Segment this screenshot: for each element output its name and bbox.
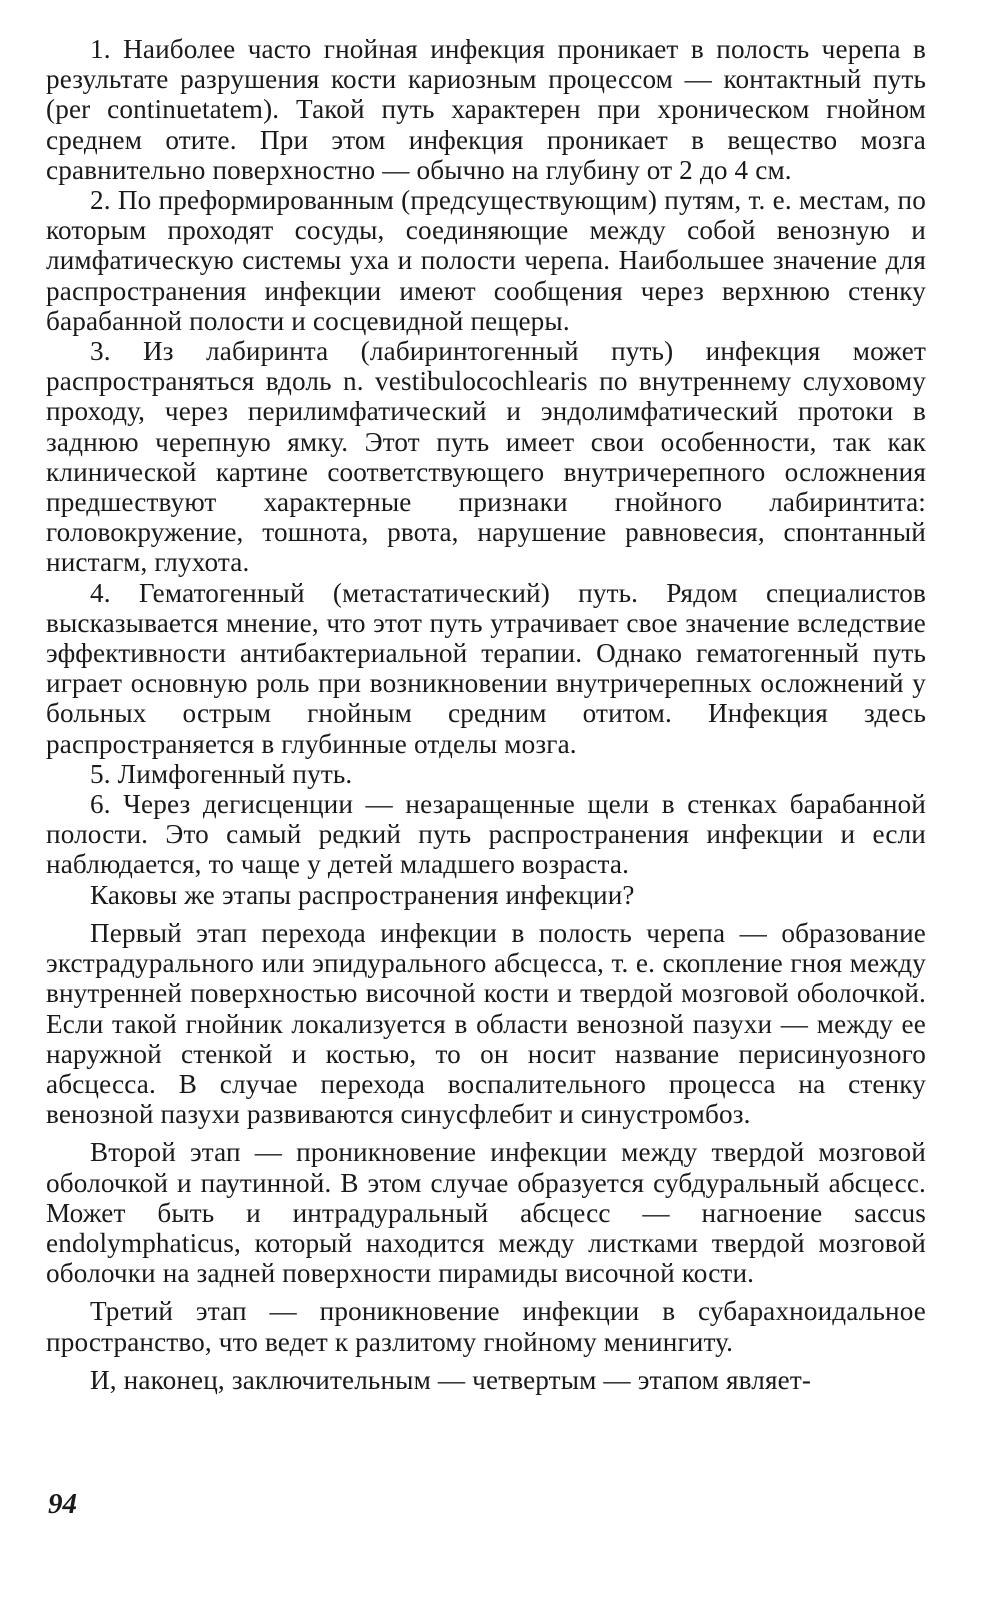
- paragraph-route-labyrinth: 3. Из лабиринта (лабиринтогенный путь) инфекция может распространяться вдоль n. vestibulocochlearis по внутреннему слуховому проходу, через перилимфатический и эндолимфатический протоки в заднюю черепную ямку. Этот путь имеет свои особенности, так как клинической картине соответствующего внутричерепного осложнения предшествуют характерные признаки гнойного лабиринтита: головокружение, тошнота, рвота, нарушение равновесия, спонтанный нистагм, глухота.: [46, 336, 926, 578]
- page-body: [46, 34, 926, 1395]
- paragraph-route-hematogenous: 4. Гематогенный (метастатический) путь. Рядом специалистов высказывается мнение, что этот путь утрачивает свое значение вследствие эффективности антибактериальной терапии. Однако гематогенный путь играет основную роль при возникновении внутричерепных осложнений у больных острым гнойным средним отитом. Инфекция здесь распространяется в глубинные отделы мозга.: [46, 577, 926, 759]
- paragraph-route-lymphogenous: 5. Лимфогенный путь.: [90, 758, 353, 789]
- paragraph-stages-question: Каковы же этапы распространения инфекции?: [90, 879, 635, 910]
- paragraph-route-preformed: 2. По преформированным (предсуществующим) путям, т. е. местам, по которым проходят сосуды, соединяющие между собой венозную и лимфатическую системы уха и полости черепа. Наибольшее значение для распространения инфекции имеют сообщения через верхнюю стенку барабанной полости и сосцевидной пещеры.: [46, 185, 926, 336]
- paragraph-stage-first: Первый этап перехода инфекции в полость черепа — образование экстрадурального или эпидурального абсцесса, т. е. скопление гноя между внутренней поверхностью височной кости и твердой мозговой оболочкой. Если такой гнойник локализуется в области венозной пазухи — между ее наружной стенкой и костью, то он носит название перисинуозного абсцесса. В случае перехода воспалительного процесса на стенку венозной пазухи развиваются синусфлебит и синустромбоз.: [46, 917, 926, 1130]
- paragraph-stage-second: Второй этап — проникновение инфекции между твердой мозговой оболочкой и паутинной. В этом случае образуется субдуральный абсцесс. Может быть и интрадуральный абсцесс — нагноение saccus endolymphaticus, который находится между листками твердой мозговой оболочки на задней поверхности пирамиды височной кости.: [46, 1137, 926, 1289]
- paragraph-route-dehiscence: 6. Через дегисценции — незаращенные щели в стенках барабанной полости. Это самый редкий путь распространения инфекции и если наблюдается, то чаще у детей младшего возраста.: [46, 789, 926, 880]
- paragraph-stage-third: Третий этап — проникновение инфекции в субарахноидальное пространство, что ведет к разлитому гнойному менингиту.: [46, 1296, 926, 1357]
- paragraph-stage-final: И, наконец, заключительным — четвертым — этапом являет-: [90, 1364, 812, 1395]
- page-number: 94: [48, 1488, 77, 1520]
- paragraph-route-contact: 1. Наиболее часто гнойная инфекция проникает в полость черепа в результате разрушения кости кариозным процессом — контактный путь (per continuetatem). Такой путь характерен при хроническом гнойном среднем отите. При этом инфекция проникает в вещество мозга сравнительно поверхностно — обычно на глубину от 2 до 4 см.: [46, 34, 926, 185]
